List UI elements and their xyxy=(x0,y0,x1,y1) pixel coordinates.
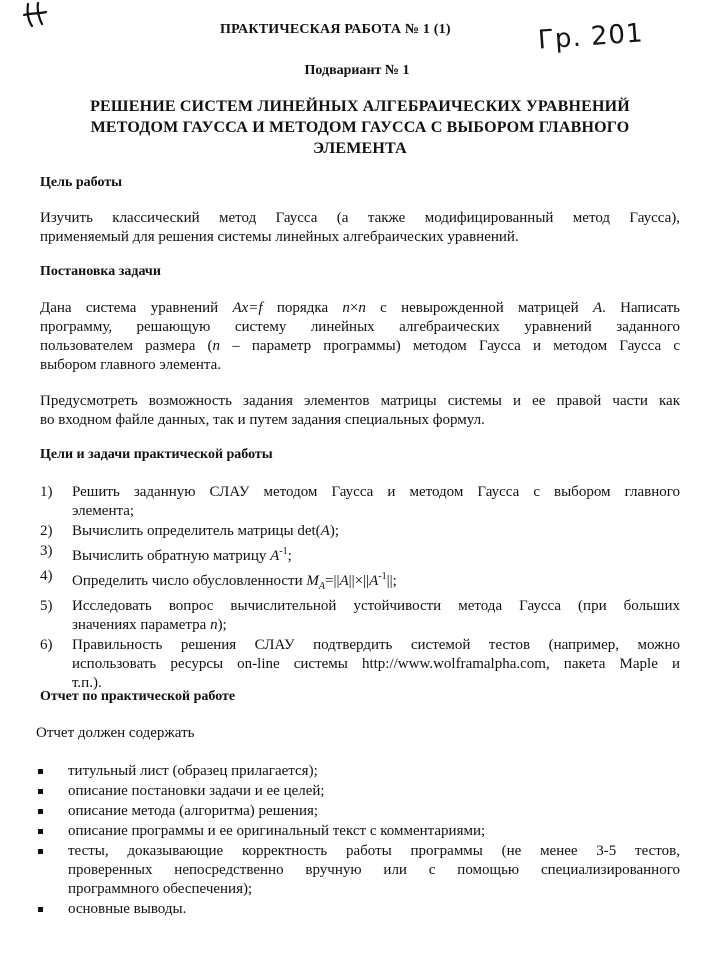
item-line: использовать ресурсы on-line системы http://www.wolframalpha.com, пакета Maple и xyxy=(72,656,680,672)
paragraph-line: применяемый для решения системы линейных алгебраических уравнений. xyxy=(40,229,519,245)
item-number: 2) xyxy=(40,523,53,539)
item-line: Правильность решения СЛАУ подтвердить системой тестов (например, можно xyxy=(72,637,680,653)
main-heading xyxy=(60,96,660,159)
objective-item xyxy=(40,636,680,693)
goal-paragraph xyxy=(40,209,680,247)
paragraph-line: Изучить классический метод Гаусса (а также модифицированный метод Гаусса), xyxy=(40,210,680,226)
subvariant-label: Подвариант № 1 xyxy=(304,63,410,78)
item-number: 4) xyxy=(40,568,53,584)
item-line: значениях параметра n); xyxy=(72,617,227,633)
objective-item xyxy=(40,483,680,521)
item-line: Определить число обусловленности $M_A=||A||\times||A^{-1}||$; xyxy=(72,571,397,592)
item-line: Исследовать вопрос вычислительной устойчивости метода Гаусса (при больших xyxy=(72,598,680,614)
report-section-title: Отчет по практической работе xyxy=(40,689,236,704)
paragraph-line: программу, решающую систему линейных алгебраических уравнений заданного xyxy=(40,319,680,335)
task-paragraph-2 xyxy=(40,392,680,430)
bullet-icon xyxy=(38,829,43,834)
item-line: описание постановки задачи и ее целей; xyxy=(68,783,325,799)
item-line: Вычислить обратную матрицу $A^{-1}$; xyxy=(72,546,292,564)
objectives-section-title: Цели и задачи практической работы xyxy=(40,447,273,462)
report-intro xyxy=(36,724,676,743)
report-item xyxy=(36,762,680,781)
item-line: программного обеспечения); xyxy=(68,881,253,897)
task-section-title: Постановка задачи xyxy=(40,264,161,279)
report-item xyxy=(36,822,680,841)
handwritten-mark-icon xyxy=(22,2,48,28)
bullet-icon xyxy=(38,789,43,794)
heading-line: МЕТОДОМ ГАУССА И МЕТОДОМ ГАУССА С ВЫБОРОМ ГЛАВНОГО xyxy=(90,119,630,136)
objective-item xyxy=(40,522,680,541)
item-line: Вычислить определитель матрицы det(A); xyxy=(72,523,339,539)
objective-item xyxy=(40,567,680,596)
item-line: тесты, доказывающие корректность работы программы (не менее 3-5 тестов, xyxy=(68,843,680,859)
paragraph-line: во входном файле данных, так и путем задания специальных формул. xyxy=(40,412,485,428)
paragraph-line: Отчет должен содержать xyxy=(36,725,195,741)
handwritten-group-note: Гр. 201 xyxy=(537,18,645,56)
goal-section-title: Цель работы xyxy=(40,175,123,190)
paragraph-line: Предусмотреть возможность задания элементов матрицы системы и ее правой части как xyxy=(40,393,680,409)
heading-line: РЕШЕНИЕ СИСТЕМ ЛИНЕЙНЫХ АЛГЕБРАИЧЕСКИХ УРАВНЕНИЙ xyxy=(90,98,630,115)
bullet-icon xyxy=(38,849,43,854)
item-line: элемента; xyxy=(72,503,135,519)
item-number: 6) xyxy=(40,637,53,653)
item-number: 3) xyxy=(40,543,53,559)
heading-line: ЭЛЕМЕНТА xyxy=(313,140,407,157)
item-line: описание метода (алгоритма) решения; xyxy=(68,803,319,819)
item-number: 5) xyxy=(40,598,53,614)
report-item xyxy=(36,802,680,821)
bullet-icon xyxy=(38,769,43,774)
item-line: Решить заданную СЛАУ методом Гаусса и методом Гаусса с выбором главного xyxy=(72,484,680,500)
paragraph-line: пользователем размера (n – параметр программы) методом Гаусса и методом Гаусса с xyxy=(40,338,680,354)
objective-item xyxy=(40,597,680,635)
item-line: т.п.). xyxy=(72,675,102,691)
objectives-list xyxy=(40,483,680,694)
paragraph-line: выбором главного элемента. xyxy=(40,357,222,373)
report-item xyxy=(36,900,680,919)
task-paragraph-1 xyxy=(40,299,680,375)
bullet-icon xyxy=(38,907,43,912)
item-line: основные выводы. xyxy=(68,901,187,917)
item-line: проверенных непосредственно вручную или с помощью специализированного xyxy=(68,862,680,878)
item-line: описание программы и ее оригинальный текст с комментариями; xyxy=(68,823,486,839)
paragraph-line: Дана система уравнений Ax=f порядка n×n с невырожденной матрицей A. Написать xyxy=(40,300,680,316)
report-item xyxy=(36,842,680,899)
report-contents-list xyxy=(36,762,680,920)
objective-item xyxy=(40,542,680,566)
item-line: титульный лист (образец прилагается); xyxy=(68,763,318,779)
report-item xyxy=(36,782,680,801)
item-number: 1) xyxy=(40,484,53,500)
bullet-icon xyxy=(38,809,43,814)
document-title: ПРАКТИЧЕСКАЯ РАБОТА № 1 (1) xyxy=(220,22,451,37)
